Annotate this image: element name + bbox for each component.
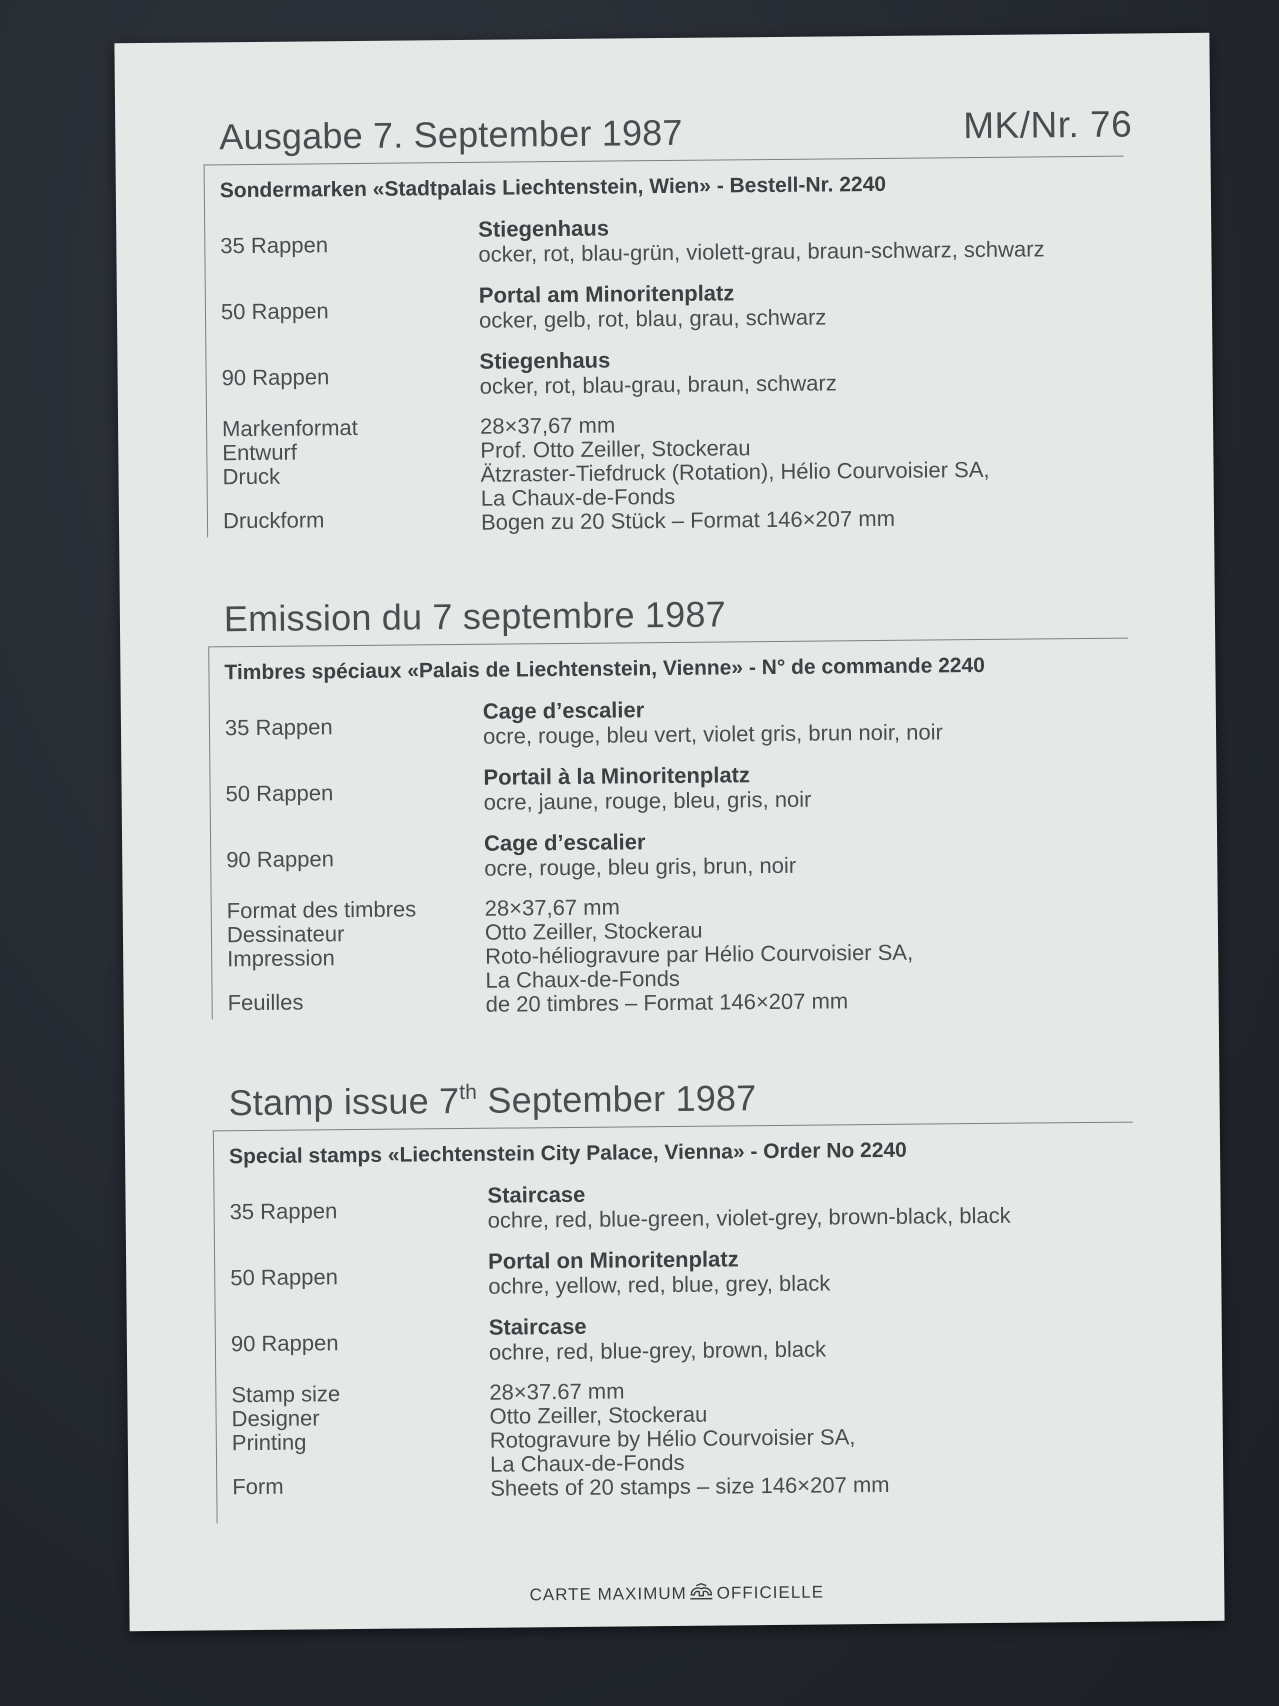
stamp-colors: ocker, rot, blau-grau, braun, schwarz xyxy=(479,370,837,399)
post-horn-emblem-icon xyxy=(689,1583,715,1601)
spec-value-print-cont: La Chaux-de-Fonds xyxy=(489,1449,685,1477)
stamp-row xyxy=(226,825,1130,884)
spec-value-print: Roto-héliogravure par Hélio Courvoisier SA, xyxy=(485,939,914,969)
spec-value-form: Bogen zu 20 Stück – Format 146×207 mm xyxy=(480,505,896,535)
section-title-rest: September 1987 xyxy=(477,1077,757,1121)
spec-value-design: Prof. Otto Zeiller, Stockerau xyxy=(480,435,751,463)
stamp-name: Portal am Minoritenplatz xyxy=(478,280,735,308)
spec-table xyxy=(227,891,1132,1020)
spec-label-format: Markenformat xyxy=(221,414,358,442)
spec-value-print-cont: La Chaux-de-Fonds xyxy=(485,965,680,993)
stamp-row xyxy=(225,759,1129,818)
spec-label-form: Form xyxy=(232,1473,284,1500)
section-subtitle: Special stamps «Liechtenstein City Palace, Vienna» - Order No 2240 xyxy=(228,1138,907,1169)
stamp-name: Portail à la Minoritenplatz xyxy=(483,762,751,790)
spec-value-print: Rotogravure by Hélio Courvoisier SA, xyxy=(489,1424,856,1453)
stamp-value: 90 Rappen xyxy=(221,364,330,391)
stamp-row xyxy=(225,693,1129,752)
stamp-value: 50 Rappen xyxy=(220,298,329,325)
spec-label-design: Designer xyxy=(231,1405,320,1432)
section-german xyxy=(203,108,1127,538)
section-subtitle: Sondermarken «Stadtpalais Liechtenstein, Wien» - Bestell-Nr. 2240 xyxy=(219,172,887,203)
section-title xyxy=(228,1074,1132,1125)
stamp-value: 50 Rappen xyxy=(225,780,334,807)
stamp-name: Staircase xyxy=(487,1181,586,1208)
stamp-value: 90 Rappen xyxy=(230,1330,339,1357)
stamp-name: Staircase xyxy=(488,1313,587,1340)
spec-value-design: Otto Zeiller, Stockerau xyxy=(489,1401,708,1429)
stamp-value: 50 Rappen xyxy=(230,1264,339,1291)
spec-value-format: 28×37,67 mm xyxy=(479,412,616,439)
stamp-colors: ocre, jaune, rouge, bleu, gris, noir xyxy=(483,786,812,815)
spec-table xyxy=(222,409,1127,538)
maximum-card xyxy=(114,33,1224,1631)
stamp-colors: ochre, red, blue-green, violet-grey, brown-black, black xyxy=(487,1202,1011,1233)
stamp-name: Portal on Minoritenplatz xyxy=(487,1246,739,1274)
spec-label-form: Druckform xyxy=(222,507,325,534)
spec-table xyxy=(231,1375,1136,1504)
spec-label-print: Printing xyxy=(231,1429,307,1456)
stamp-row xyxy=(231,1309,1135,1368)
spec-value-form: Sheets of 20 stamps – size 146×207 mm xyxy=(490,1471,890,1501)
footer-text-left: CARTE MAXIMUM xyxy=(529,1583,687,1605)
spec-label-format: Format des timbres xyxy=(226,896,417,924)
spec-value-print-cont: La Chaux-de-Fonds xyxy=(480,483,676,511)
spec-label-design: Entwurf xyxy=(222,439,298,466)
stamp-name: Stiegenhaus xyxy=(479,347,611,374)
stamp-value: 35 Rappen xyxy=(224,714,333,741)
section-french xyxy=(208,590,1132,1020)
stamp-value: 35 Rappen xyxy=(229,1198,338,1225)
spec-label-print: Impression xyxy=(227,945,335,972)
spec-value-format: 28×37.67 mm xyxy=(489,1378,625,1405)
section-english xyxy=(212,1074,1136,1504)
stamp-name: Stiegenhaus xyxy=(478,215,610,242)
stamp-row xyxy=(229,1177,1133,1236)
spec-label-print: Druck xyxy=(222,463,281,490)
stamp-row xyxy=(220,211,1124,270)
spec-label-design: Dessinateur xyxy=(226,921,345,948)
stamp-value: 35 Rappen xyxy=(220,232,329,259)
stamp-colors: ocker, gelb, rot, blau, grau, schwarz xyxy=(478,304,827,333)
section-title-ordinal: th xyxy=(459,1080,478,1105)
stamp-name: Cage d’escalier xyxy=(483,829,646,856)
stamp-row xyxy=(230,1243,1134,1302)
stamp-colors: ochre, red, blue-grey, brown, black xyxy=(488,1336,827,1365)
stamp-colors: ochre, yellow, red, blue, grey, black xyxy=(488,1270,831,1299)
spec-label-format: Stamp size xyxy=(231,1381,341,1408)
stamp-value: 90 Rappen xyxy=(226,846,335,873)
stamp-colors: ocre, rouge, bleu vert, violet gris, brun noir, noir xyxy=(482,719,943,749)
stamp-row xyxy=(221,343,1125,402)
stamp-colors: ocre, rouge, bleu gris, brun, noir xyxy=(484,852,797,881)
section-title-main: Stamp issue 7 xyxy=(228,1080,460,1124)
stamp-row xyxy=(221,277,1125,336)
spec-label-form: Feuilles xyxy=(227,989,304,1016)
stamp-name: Cage d’escalier xyxy=(482,697,645,724)
spec-value-print: Ätzraster-Tiefdruck (Rotation), Hélio Courvoisier SA, xyxy=(480,456,990,487)
section-subtitle: Timbres spéciaux «Palais de Liechtenstein, Vienne» - N° de commande 2240 xyxy=(224,653,985,685)
spec-value-form: de 20 timbres – Format 146×207 mm xyxy=(485,988,849,1017)
spec-value-design: Otto Zeiller, Stockerau xyxy=(484,917,703,945)
stamp-colors: ocker, rot, blau-grün, violett-grau, braun-schwarz, schwarz xyxy=(478,236,1045,267)
spec-value-format: 28×37,67 mm xyxy=(484,894,620,921)
card-number: MK/Nr. 76 xyxy=(963,103,1133,147)
section-title: Emission du 7 septembre 1987 xyxy=(223,593,726,640)
footer-text-right: OFFICIELLE xyxy=(716,1582,825,1603)
section-title: Ausgabe 7. September 1987 xyxy=(219,111,683,158)
card-footer xyxy=(129,1578,1224,1610)
